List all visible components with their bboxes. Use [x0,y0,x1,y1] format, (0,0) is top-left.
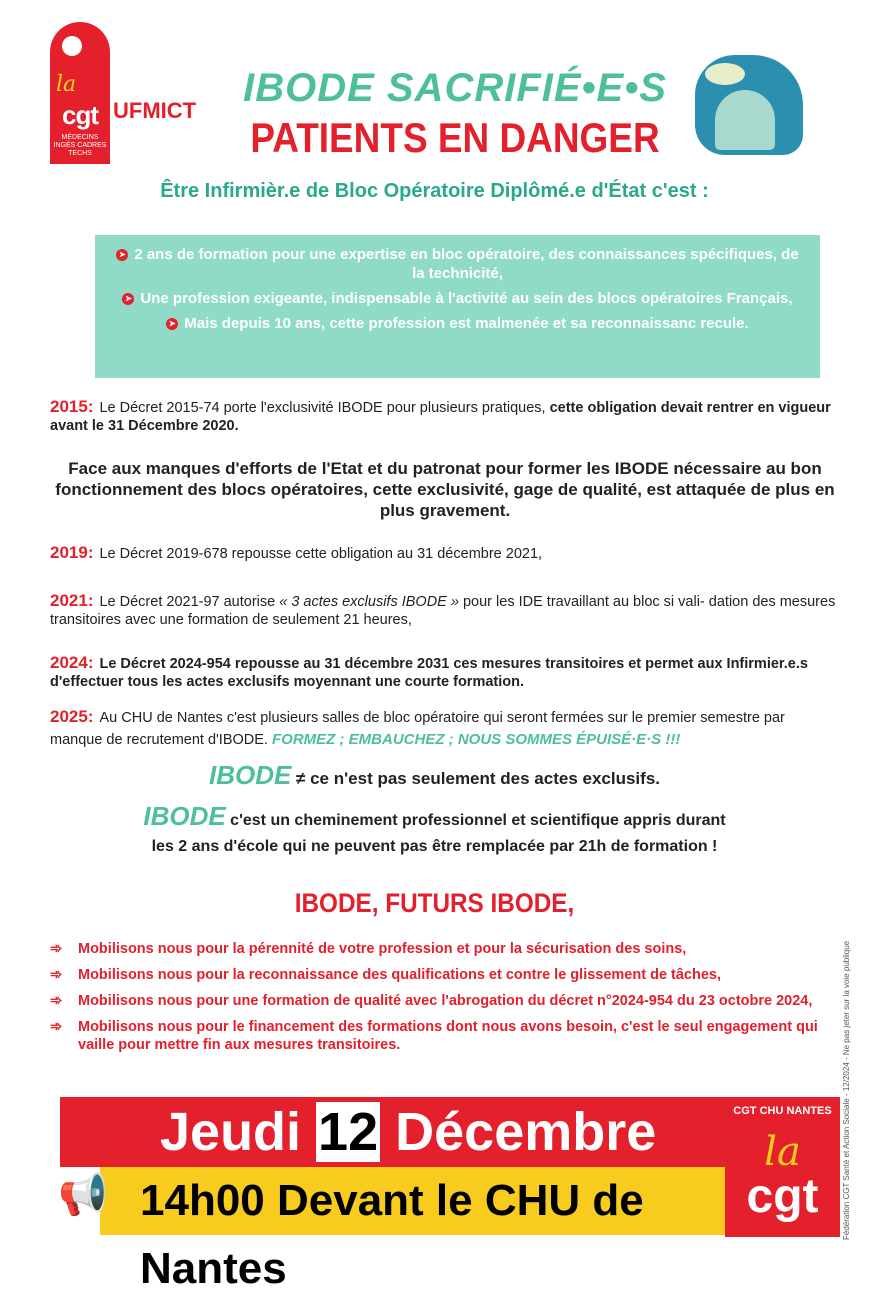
date-month: Décembre [380,1102,657,1162]
ibode-text: ≠ ce n'est pas seulement des actes exclusifs. [291,769,660,788]
list-item: ➾ Mobilisons nous pour le financement des formations dont nous avons besoin, c'est le seul engagement qui vaille pour mettre fin aux mesures transitoires. [50,1018,845,1054]
arrow-icon: ➤ [122,293,134,305]
ibode-word: IBODE [208,760,292,790]
timeline-2021 [50,592,840,629]
timeline-text: Le Décret 2021-97 autorise [99,594,280,610]
cgt-logo-la: la [764,1129,801,1175]
logo-cgt: cgt [62,100,98,130]
timeline-2025 [50,706,840,751]
timeline-italic-text: « 3 actes exclusifs IBODE » [279,594,459,610]
date-number: 12 [318,1102,379,1162]
list-item: ➾ Mobilisons nous pour la reconnaissance des qualifications et contre le glissement de tâches, [50,966,845,984]
subtitle: Être Infirmièr.e de Bloc Opératoire Diplômé.e d'État c'est : [160,180,709,202]
year-label: 2015: [50,397,94,416]
arrow-icon: ➤ [116,249,128,261]
timeline-2019 [50,544,840,563]
ibode-line-1 [0,760,869,791]
definition-box [95,235,820,378]
surgery-illustration [695,55,803,155]
year-label: 2021: [50,591,94,610]
date-day: Jeudi [160,1102,317,1162]
title-line-2: PATIENTS EN DANGER [250,114,660,161]
box-item-text: 2 ans de formation pour une expertise en bloc opératoire, des connaissances spécifiques, de la technicité, [134,246,799,282]
ibode-line-2 [0,803,869,860]
timeline-2015 [50,398,840,435]
face-paragraph: Face aux manques d'efforts de l'Etat et du patronat pour former les IBODE nécessaire au bon fonctionnement des blocs opératoires, cette exclusivité, gage de qualité, est attaquée de plus en plus gravement. [55,459,835,520]
place-line: 14h00 Devant le CHU de Nantes [100,1167,725,1235]
logo-subtitle: MÉDECINS INGÉS CADRES TECHS [53,134,107,157]
futurs-heading: IBODE, FUTURS IBODE, [294,888,575,918]
ibode-text: c'est un cheminement professionnel et scientifique appris durant [225,812,726,829]
mobilisation-list [50,940,845,1062]
cgt-ufmict-logo [50,22,110,164]
box-item [115,314,800,333]
title-line-1: IBODE SACRIFIÉ•E•S [243,66,667,110]
ufmict-label: UFMICT [113,98,197,123]
cgt-logo [725,1097,840,1237]
timeline-text: Le Décret 2015-74 porte l'exclusivité IBODE pour plusieurs pratiques, [99,400,550,416]
timeline-text: Le Décret 2019-678 repousse cette obligation au 31 décembre 2021, [99,546,543,562]
list-item: ➾ Mobilisons nous pour une formation de qualité avec l'abrogation du décret n°2024-954 du 23 octobre 2024, [50,992,845,1010]
list-item: ➾ Mobilisons nous pour la pérennité de votre profession et pour la sécurisation des soins, [50,940,845,958]
date-line [60,1097,840,1167]
flower-icon [62,36,82,56]
box-item [115,245,800,283]
timeline-text: pour les IDE travaillant au bloc si vali- dation des mesures transitoires avec une formation de seulement 21 heures, [50,594,836,628]
box-item [115,289,800,308]
event-banner [58,1097,840,1293]
timeline-2024 [50,654,840,691]
cgt-chu-nantes-label: CGT CHU NANTES [733,1105,832,1117]
year-label: 2019: [50,543,94,562]
year-label: 2025: [50,707,94,726]
ibode-text-2: les 2 ans d'école qui ne peuvent pas être remplacée par 21h de formation ! [151,838,718,855]
arrow-icon: ➤ [166,318,178,330]
cgt-logo-cgt: cgt [746,1170,819,1223]
logo-la: la [56,72,77,97]
timeline-text: Au CHU de Nantes c'est plusieurs salles de bloc opératoire qui seront fermées sur le premier semestre par manque de recrutement d'IBODE. [50,710,785,748]
slogan: FORMEZ ; EMBAUCHEZ ; NOUS SOMMES ÉPUISÉ·E·S !!! [272,731,681,748]
timeline-text: Le Décret 2024-954 repousse au 31 décembre 2031 ces mesures transitoires et permet aux Infirmier.e.s d'effectuer tous les actes exclusifs moyennant une courte formation. [50,656,808,690]
timeline-bold-text: cette obligation devait rentrer en vigueur avant le 31 Décembre 2020. [50,400,831,434]
megaphone-icon: 📢 [58,1173,108,1217]
ibode-word: IBODE [143,801,226,831]
footer-note: Fédération CGT Santé et Action Sociale - 12/2024 - Ne pas jeter sur la voie publique [842,940,851,1240]
box-item-text: Une profession exigeante, indispensable à l'activité au sein des blocs opératoires Français, [140,290,793,307]
year-label: 2024: [50,653,94,672]
box-item-text: Mais depuis 10 ans, cette profession est malmenée et sa reconnaissanc recule. [184,315,749,332]
